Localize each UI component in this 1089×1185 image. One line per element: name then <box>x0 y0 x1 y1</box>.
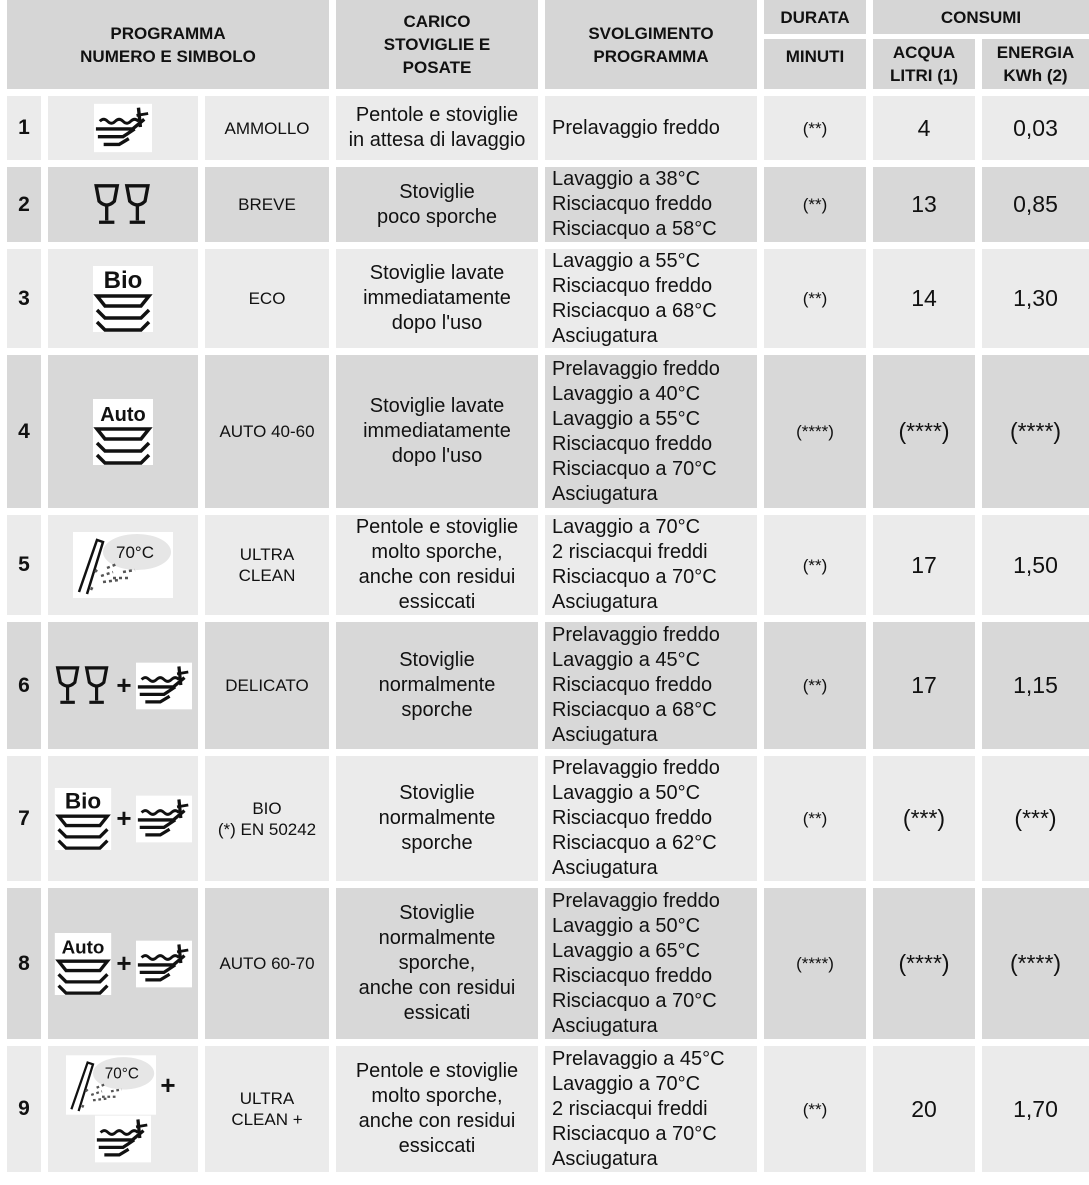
program-number: 9 <box>7 1046 41 1172</box>
duration-minutes: (**) <box>764 249 866 348</box>
program-number: 3 <box>7 249 41 348</box>
program-steps: Lavaggio a 38°C Risciacquo freddo Risciacquo a 58°C <box>545 167 757 242</box>
energy-kwh: 1,70 <box>982 1046 1089 1172</box>
water-liters: 20 <box>873 1046 975 1172</box>
program-number: 5 <box>7 515 41 615</box>
program-name: AUTO 60-70 <box>205 888 329 1039</box>
header-durata: DURATA <box>764 0 866 34</box>
program-name: DELICATO <box>205 622 329 749</box>
program-symbol <box>48 515 198 615</box>
program-number: 8 <box>7 888 41 1039</box>
svg-text:70°C: 70°C <box>105 1065 140 1083</box>
program-name: ULTRA CLEAN + <box>205 1046 329 1172</box>
duration-minutes: (**) <box>764 756 866 881</box>
load-description: Stoviglie normalmente sporche, anche con residui essicati <box>336 888 538 1039</box>
program-number: 6 <box>7 622 41 749</box>
duration-minutes: (****) <box>764 888 866 1039</box>
program-name: AUTO 40-60 <box>205 355 329 508</box>
svg-text:Auto: Auto <box>100 403 146 426</box>
svg-text:Bio: Bio <box>103 266 143 294</box>
water-liters: (****) <box>873 888 975 1039</box>
program-number: 4 <box>7 355 41 508</box>
program-steps: Lavaggio a 70°C 2 risciacqui freddi Risciacquo a 70°C Asciugatura <box>545 515 757 615</box>
water-liters: 17 <box>873 622 975 749</box>
program-steps: Prelavaggio freddo Lavaggio a 50°C Lavaggio a 65°C Risciacquo freddo Risciacquo a 70°C Asciugatura <box>545 888 757 1039</box>
prewash-icon <box>94 103 152 153</box>
load-description: Pentole e stoviglie in attesa di lavaggio <box>336 96 538 160</box>
water-liters: (***) <box>873 756 975 881</box>
program-symbol <box>48 888 198 1039</box>
water-liters: (****) <box>873 355 975 508</box>
bio-icon <box>93 266 153 332</box>
program-name: BIO (*) EN 50242 <box>205 756 329 881</box>
program-symbol <box>48 1046 198 1172</box>
load-description: Stoviglie normalmente sporche <box>336 756 538 881</box>
program-symbol <box>48 167 198 242</box>
program-name: BREVE <box>205 167 329 242</box>
duration-minutes: (**) <box>764 1046 866 1172</box>
auto-icon <box>54 933 112 995</box>
program-number: 7 <box>7 756 41 881</box>
plus-sign: + <box>116 803 132 833</box>
water-liters: 14 <box>873 249 975 348</box>
duration-minutes: (**) <box>764 622 866 749</box>
program-number: 1 <box>7 96 41 160</box>
load-description: Pentole e stoviglie molto sporche, anche con residui essiccati <box>336 1046 538 1172</box>
program-symbol <box>48 622 198 749</box>
program-symbol <box>48 756 198 881</box>
glasses-icon <box>54 663 112 709</box>
energy-kwh: 1,15 <box>982 622 1089 749</box>
prewash-icon <box>136 662 192 710</box>
energy-kwh: 1,50 <box>982 515 1089 615</box>
svg-text:Bio: Bio <box>65 788 102 814</box>
energy-kwh: (***) <box>982 756 1089 881</box>
program-symbol <box>48 355 198 508</box>
prewash-icon <box>95 1115 151 1163</box>
program-number: 2 <box>7 167 41 242</box>
energy-kwh: (****) <box>982 355 1089 508</box>
glasses-icon <box>92 182 154 228</box>
duration-minutes: (**) <box>764 167 866 242</box>
duration-minutes: (**) <box>764 515 866 615</box>
program-steps: Prelavaggio freddo <box>545 96 757 160</box>
program-name: ULTRA CLEAN <box>205 515 329 615</box>
ultra-clean-icon <box>73 532 173 598</box>
load-description: Stoviglie lavate immediatamente dopo l'uso <box>336 355 538 508</box>
program-symbol <box>48 96 198 160</box>
load-description: Stoviglie poco sporche <box>336 167 538 242</box>
load-description: Pentole e stoviglie molto sporche, anche con residui essiccati <box>336 515 538 615</box>
load-description: Stoviglie lavate immediatamente dopo l'uso <box>336 249 538 348</box>
energy-kwh: 1,30 <box>982 249 1089 348</box>
program-symbol <box>48 249 198 348</box>
header-acqua: ACQUA LITRI (1) <box>873 39 975 89</box>
prewash-icon <box>136 940 192 988</box>
program-name: ECO <box>205 249 329 348</box>
plus-sign: + <box>160 1069 176 1100</box>
prewash-icon <box>136 795 192 843</box>
energy-kwh: 0,03 <box>982 96 1089 160</box>
header-consumi: CONSUMI <box>873 0 1089 34</box>
program-steps: Prelavaggio a 45°C Lavaggio a 70°C 2 risciacqui freddi Risciacquo a 70°C Asciugatura <box>545 1046 757 1172</box>
program-steps: Prelavaggio freddo Lavaggio a 45°C Risciacquo freddo Risciacquo a 68°C Asciugatura <box>545 622 757 749</box>
header-programma: PROGRAMMA NUMERO E SIMBOLO <box>7 0 329 89</box>
bio-icon <box>54 788 112 850</box>
auto-icon <box>93 399 153 465</box>
svg-text:Auto: Auto <box>62 936 105 958</box>
header-energia: ENERGIA KWh (2) <box>982 39 1089 89</box>
program-name: AMMOLLO <box>205 96 329 160</box>
duration-minutes: (****) <box>764 355 866 508</box>
plus-sign: + <box>116 948 132 978</box>
program-steps: Prelavaggio freddo Lavaggio a 50°C Risciacquo freddo Risciacquo a 62°C Asciugatura <box>545 756 757 881</box>
header-carico: CARICO STOVIGLIE E POSATE <box>336 0 538 89</box>
water-liters: 17 <box>873 515 975 615</box>
water-liters: 13 <box>873 167 975 242</box>
load-description: Stoviglie normalmente sporche <box>336 622 538 749</box>
header-minuti: MINUTI <box>764 39 866 89</box>
svg-text:70°C: 70°C <box>116 543 154 562</box>
water-liters: 4 <box>873 96 975 160</box>
energy-kwh: 0,85 <box>982 167 1089 242</box>
program-steps: Prelavaggio freddo Lavaggio a 40°C Lavaggio a 55°C Risciacquo freddo Risciacquo a 70°C Asciugatura <box>545 355 757 508</box>
duration-minutes: (**) <box>764 96 866 160</box>
program-steps: Lavaggio a 55°C Risciacquo freddo Risciacquo a 68°C Asciugatura <box>545 249 757 348</box>
energy-kwh: (****) <box>982 888 1089 1039</box>
plus-sign: + <box>116 670 132 700</box>
ultra-clean-icon <box>66 1055 156 1115</box>
header-svolgimento: SVOLGIMENTO PROGRAMMA <box>545 0 757 89</box>
